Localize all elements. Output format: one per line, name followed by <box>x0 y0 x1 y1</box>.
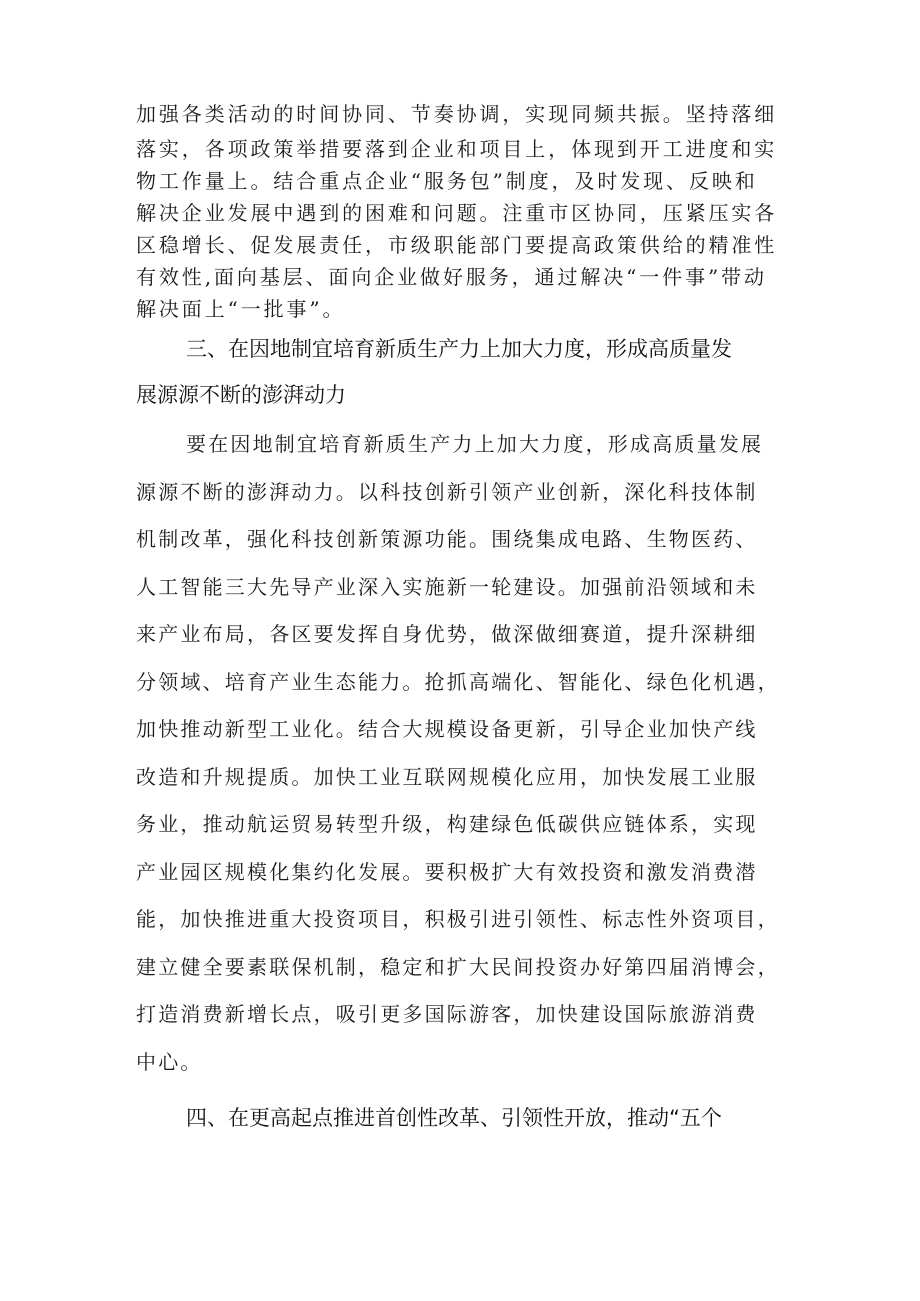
paragraph-line: 加快推动新型工业化。结合大规模设备更新，引导企业加快产线 <box>136 717 758 741</box>
heading-line: 展源源不断的澎湃动力 <box>136 383 346 407</box>
paragraph-line: 能，加快推进重大投资项目，积极引进引领性、标志性外资项目， <box>136 907 780 931</box>
paragraph-line: 要在因地制宜培育新质生产力上加大力度，形成高质量发展 <box>186 432 764 456</box>
paragraph-line: 加强各类活动的时间协同、节奏协调，实现同频共振。坚持落细 <box>136 102 778 126</box>
paragraph-line: 解决面上“一批事”。 <box>136 297 346 321</box>
paragraph-line: 区稳增长、促发展责任，市级职能部门要提高政策供给的精准性 <box>136 233 778 257</box>
paragraph-line: 来产业布局，各区要发挥自身优势，做深做细赛道，提升深耕细 <box>136 622 758 646</box>
paragraph-line: 解决企业发展中遇到的困难和问题。注重市区协同，压紧压实各 <box>136 201 778 225</box>
paragraph-line: 有效性,面向基层、面向企业做好服务，通过解决“一件事”带动 <box>136 265 767 289</box>
paragraph-line: 落实，各项政策举措要落到企业和项目上，体现到开工进度和实 <box>136 137 778 161</box>
paragraph-line: 人工智能三大先导产业深入实施新一轮建设。加强前沿领域和未 <box>136 575 758 599</box>
paragraph-line: 中心。 <box>136 1050 203 1074</box>
paragraph-line: 物工作量上。结合重点企业“服务包”制度，及时发现、反映和 <box>136 169 758 193</box>
paragraph-line: 打造消费新增长点，吸引更多国际游客，加快建设国际旅游消费 <box>136 1002 758 1026</box>
paragraph-line: 分领域、培育产业生态能力。抢抓高端化、智能化、绿色化机遇， <box>136 670 780 694</box>
paragraph-line: 改造和升规提质。加快工业互联网规模化应用，加快发展工业服 <box>136 765 758 789</box>
paragraph-line: 源源不断的澎湃动力。以科技创新引领产业创新，深化科技体制 <box>136 480 758 504</box>
heading-line: 四、在更高起点推进首创性改革、引领性开放，推动“五个 <box>186 1106 722 1130</box>
heading-line: 三、在因地制宜培育新质生产力上加大力度，形成高质量发 <box>186 337 732 361</box>
paragraph-line: 产业园区规模化集约化发展。要积极扩大有效投资和激发消费潜 <box>136 860 758 884</box>
paragraph-line: 机制改革，强化科技创新策源功能。围绕集成电路、生物医药、 <box>136 527 758 551</box>
paragraph-line: 建立健全要素联保机制，稳定和扩大民间投资办好第四届消博会， <box>136 955 780 979</box>
paragraph-line: 务业，推动航运贸易转型升级，构建绿色低碳供应链体系，实现 <box>136 812 758 836</box>
